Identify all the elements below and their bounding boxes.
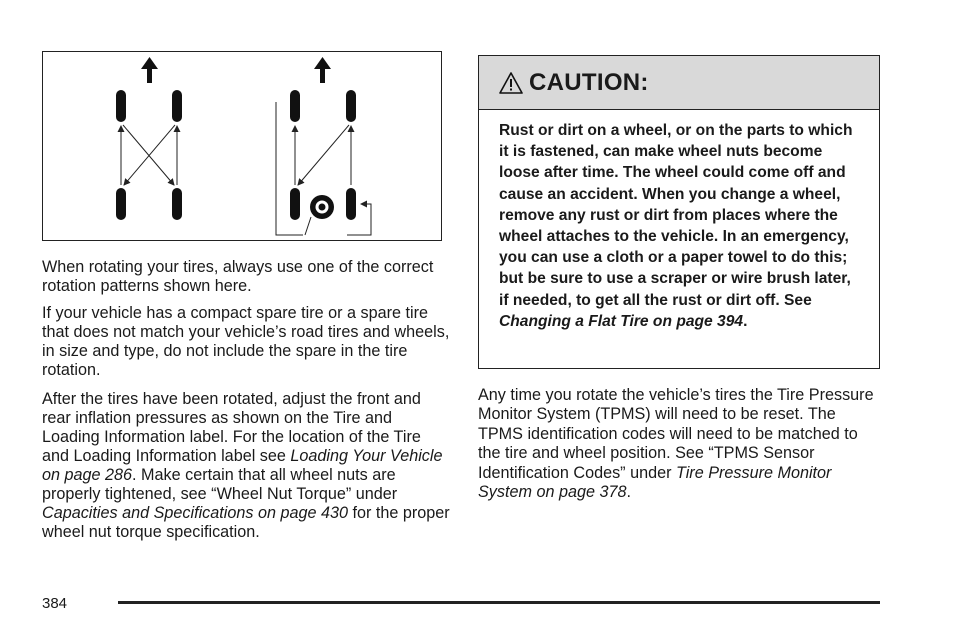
tire-rear-left bbox=[290, 188, 300, 220]
tire-rear-right bbox=[346, 188, 356, 220]
link-capacities-specifications[interactable]: Capacities and Specifications on page 430 bbox=[42, 504, 348, 522]
page-number: 384 bbox=[42, 595, 68, 612]
paragraph-text-end: . bbox=[626, 483, 631, 502]
forward-arrow-icon bbox=[141, 57, 158, 83]
tire-rear-right bbox=[172, 188, 182, 220]
pattern-x-rotation bbox=[116, 57, 182, 220]
caution-text: Rust or dirt on a wheel, or on the parts to which it is fastened, can make wheel nuts become loose after time. The wheel could come off and cause an accident. When you change a wheel, remove any rust or dirt from places where the wheel attaches to the vehicle. In an emergency, you can use a cloth or a paper towel to do this; but be sure to use a scraper or wire brush later, if needed, to get all the rust or dirt off. See bbox=[499, 122, 853, 309]
paragraph-rotation-intro: When rotating your tires, always use one of the correct rotation patterns shown here. bbox=[42, 258, 434, 295]
tire-front-left bbox=[116, 90, 126, 122]
paragraph-text: for the proper wheel nut torque specification. bbox=[42, 504, 450, 541]
pattern-with-spare bbox=[276, 57, 371, 235]
caution-text-end: . bbox=[743, 312, 748, 330]
paragraph-text: Any time you rotate the vehicle’s tires the Tire Pressure Monitor System (TPMS) will need to be reset. The TPMS identification codes will need to be matched to the tire and wheel position. See “TPMS Sensor Identification Codes” under bbox=[478, 386, 874, 482]
tire-front-left bbox=[290, 90, 300, 122]
caution-header bbox=[479, 56, 879, 110]
warning-triangle-icon bbox=[499, 71, 523, 95]
paragraph-tpms bbox=[478, 386, 878, 502]
spare-tire-icon bbox=[310, 195, 334, 219]
tire-front-right bbox=[346, 90, 356, 122]
paragraph-spare-tire: If your vehicle has a compact spare tire or a spare tire that does not match your vehicle’s road tires and wheels, in size and type, do not include the spare in the tire rotation. bbox=[42, 304, 450, 379]
forward-arrow-icon bbox=[314, 57, 331, 83]
footer-rule bbox=[118, 601, 880, 604]
paragraph-text: After the tires have been rotated, adjust the front and rear inflation pressures as shown on the Tire and Loading Information label. For the location of the Tire and Loading Information label see bbox=[42, 390, 421, 465]
tire-rear-left bbox=[116, 188, 126, 220]
caution-title: CAUTION: bbox=[529, 68, 649, 96]
paragraph-text: . Make certain that all wheel nuts are properly tightened, see “Wheel Nut Torque” under bbox=[42, 466, 398, 503]
tire-rotation-diagram bbox=[43, 52, 443, 242]
link-loading-your-vehicle[interactable]: Loading Your Vehicle on page 286 bbox=[42, 447, 443, 484]
paragraph-after-rotation bbox=[42, 390, 452, 542]
link-changing-flat-tire[interactable]: Changing a Flat Tire on page 394 bbox=[499, 312, 744, 330]
caution-box bbox=[478, 55, 880, 369]
caution-body bbox=[479, 110, 879, 332]
link-tpms[interactable]: Tire Pressure Monitor System on page 378 bbox=[478, 463, 832, 502]
tire-rotation-figure bbox=[42, 51, 442, 241]
tire-front-right bbox=[172, 90, 182, 122]
